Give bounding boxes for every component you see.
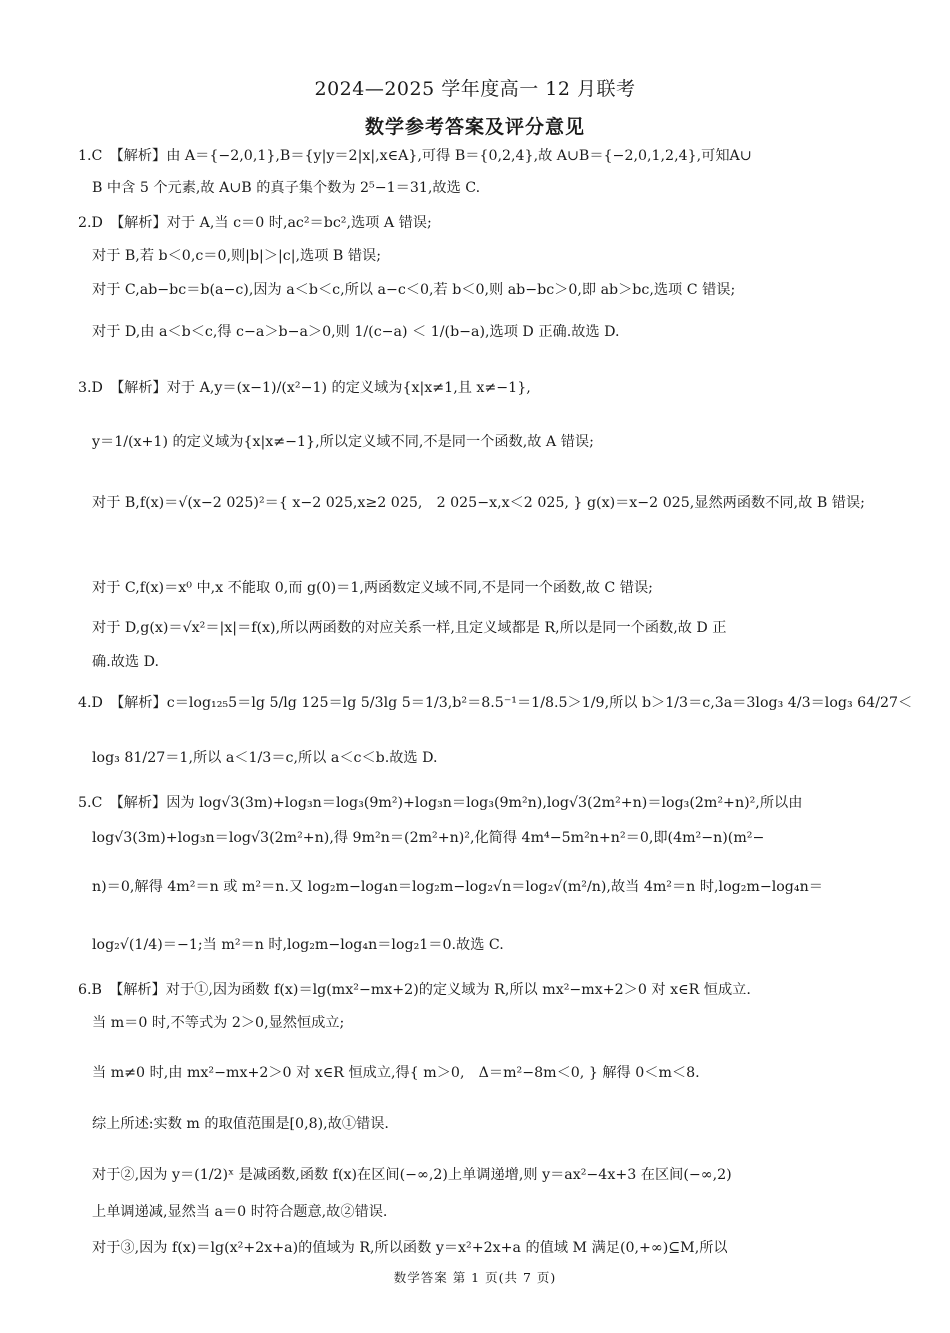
answer-line: 对于 C,f(x)＝x⁰ 中,x 不能取 0,而 g(0)＝1,两函数定义域不同,不是同一个函数,故 C 错误; [92,580,653,596]
answer-line: 当 m＝0 时,不等式为 2＞0,显然恒成立; [92,1015,345,1031]
answer-line: 确.故选 D. [92,654,159,670]
page-footer: 数学答案 第 1 页(共 7 页) [393,1270,557,1285]
answer-line: 对于 B,若 b＜0,c＝0,则|b|＞|c|,选项 B 错误; [92,248,382,264]
answer-line: 综上所述:实数 m 的取值范围是[0,8),故①错误. [92,1116,389,1132]
answer-line: log₃ 81/27＝1,所以 a＜1/3＝c,所以 a＜c＜b.故选 D. [92,750,438,766]
answer-line: 3.D 【解析】对于 A,y＝(x−1)/(x²−1) 的定义域为{x|x≠1,且 x≠−1}, [78,380,531,396]
answer-line: 4.D 【解析】c＝log₁₂₅5＝lg 5/lg 125＝lg 5/3lg 5＝1/3,b²＝8.5⁻¹＝1/8.5＞1/9,所以 b＞1/3＝c,3a＝3log₃ 4/3＝log₃ 64/27＜ [78,695,913,711]
answer-line: 1.C 【解析】由 A＝{−2,0,1},B＝{y|y＝2|x|,x∈A},可得 B＝{0,2,4},故 A∪B＝{−2,0,1,2,4},可知A∪ [78,148,752,164]
answer-line: log√3(3m)+log₃n＝log√3(2m²+n),得 9m²n＝(2m²+n)²,化简得 4m⁴−5m²n+n²＝0,即(4m²−n)(m²− [92,830,765,846]
answer-line: log₂√(1/4)＝−1;当 m²＝n 时,log₂m−log₄n＝log₂1＝0.故选 C. [92,937,504,953]
answer-line: 对于 D,g(x)＝√x²＝|x|＝f(x),所以两函数的对应关系一样,且定义域都是 R,所以是同一个函数,故 D 正 [92,620,727,636]
answer-line: 对于③,因为 f(x)＝lg(x²+2x+a)的值域为 R,所以函数 y＝x²+2x+a 的值域 M 满足(0,+∞)⊆M,所以 [92,1240,728,1256]
exam-title: 2024—2025 学年度高一 12 月联考 [314,78,636,100]
answer-line: 对于 B,f(x)＝√(x−2 025)²＝{ x−2 025,x≥2 025, 2 025−x,x＜2 025, } g(x)＝x−2 025,显然两函数不同,故 B 错误; [92,495,865,511]
answer-line: 5.C 【解析】因为 log√3(3m)+log₃n＝log₃(9m²)+log₃n＝log₃(9m²n),log√3(2m²+n)＝log₃(2m²+n)²,所以由 [78,795,803,811]
answer-line: y＝1/(x+1) 的定义域为{x|x≠−1},所以定义域不同,不是同一个函数,故 A 错误; [92,434,594,450]
answer-line: 2.D 【解析】对于 A,当 c＝0 时,ac²＝bc²,选项 A 错误; [78,215,432,231]
answer-line: 对于 C,ab−bc＝b(a−c),因为 a＜b＜c,所以 a−c＜0,若 b＜0,则 ab−bc＞0,即 ab＞bc,选项 C 错误; [92,282,736,298]
answer-line: 上单调递减,显然当 a＝0 时符合题意,故②错误. [92,1204,388,1220]
answer-line: n)＝0,解得 4m²＝n 或 m²＝n.又 log₂m−log₄n＝log₂m−log₂√n＝log₂√(m²/n),故当 4m²＝n 时,log₂m−log₄n＝ [92,879,823,895]
answer-line: 对于 D,由 a＜b＜c,得 c−a＞b−a＞0,则 1/(c−a) ＜ 1/(b−a),选项 D 正确.故选 D. [92,324,620,340]
answer-line: 对于②,因为 y＝(1/2)ˣ 是减函数,函数 f(x)在区间(−∞,2)上单调递增,则 y＝ax²−4x+3 在区间(−∞,2) [92,1167,732,1183]
answer-line: 6.B 【解析】对于①,因为函数 f(x)＝lg(mx²−mx+2)的定义域为 R,所以 mx²−mx+2＞0 对 x∈R 恒成立. [78,982,751,998]
answer-key-title: 数学参考答案及评分意见 [364,116,585,138]
answer-line: B 中含 5 个元素,故 A∪B 的真子集个数为 2⁵−1＝31,故选 C. [92,180,481,196]
answer-line: 当 m≠0 时,由 mx²−mx+2＞0 对 x∈R 恒成立,得{ m＞0, Δ＝m²−8m＜0, } 解得 0＜m＜8. [92,1065,700,1081]
